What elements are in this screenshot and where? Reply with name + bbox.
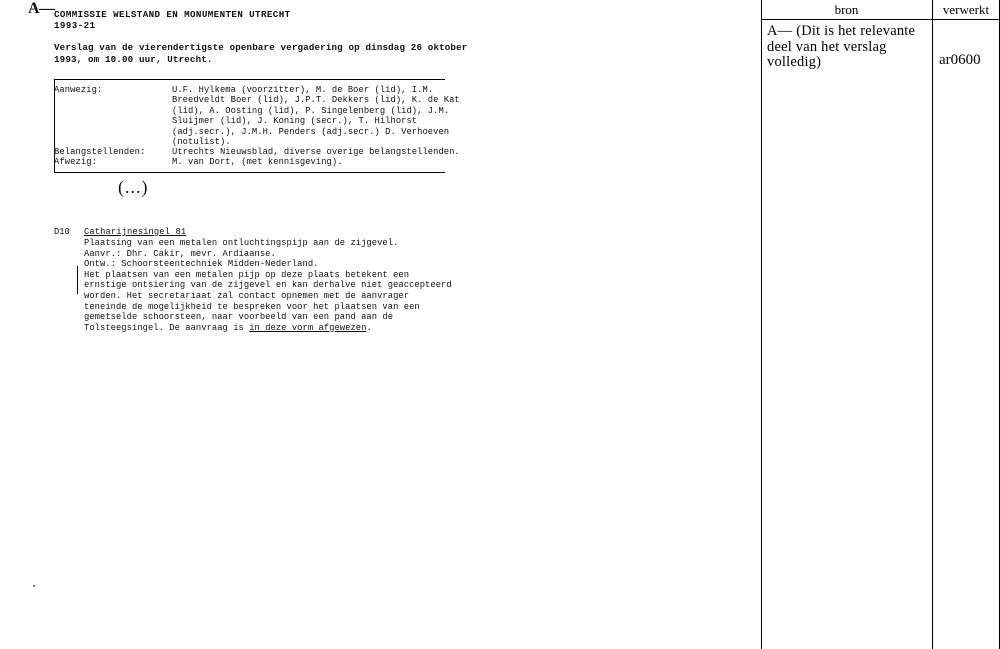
agenda-item-code: D10 [54, 227, 70, 237]
annotation-table [761, 0, 1000, 649]
agenda-item-body [84, 238, 454, 333]
attendance-label-belangstellenden: Belangstellenden: [54, 147, 146, 157]
agenda-item-body-line-3: Ontw.: Schoorsteentechniek Midden-Nederland. [84, 259, 319, 270]
document-subtitle-line-2: 1993, om 10.00 uur, Utrecht. [54, 53, 213, 65]
decision-emphasis: in deze vorm afgewezen [249, 322, 367, 333]
column-header-verwerkt: verwerkt [942, 2, 990, 17]
attendance-label-afwezig: Afwezig: [54, 157, 98, 167]
annotation-table-header [761, 0, 1000, 20]
attendance-rule-bottom [54, 172, 445, 173]
document-title-line-1: COMMISSIE WELSTAND EN MONUMENTEN UTRECHT [54, 9, 291, 20]
document-subtitle-line-1: Verslag van de vierendertigste openbare vergadering op dinsdag 26 oktober [54, 42, 468, 53]
annotation-code-verwerkt: ar0600 [939, 52, 981, 68]
document-title [54, 9, 291, 31]
decision-text: Het plaatsen van een metalen pijp op deze plaats betekent een ernstige ontsiering van de zijgevel en kan derhalve niet geaccepteerd worden. Het secretariaat zal contact opnemen met de aanvrager teneinde de mogelijkheid te bespreken voor het plaatsen van een gemetselde schoorsteen, naar voorbeeld van een pand aan de Tolsteegsingel. De aanvraag is [84, 269, 452, 333]
agenda-item-body-line-2: Aanvr.: Dhr. Cakir, mevr. Ardiaanse. [84, 248, 276, 259]
margin-change-bar [77, 266, 78, 294]
attendance-value-afwezig: M. van Dort, (met kennisgeving). [172, 157, 343, 167]
attendance-label-aanwezig: Aanwezig: [54, 85, 103, 95]
omission-marker: (...) [118, 177, 149, 197]
attendance-rule-top [54, 79, 445, 80]
attendance-value-aanwezig: U.F. Hylkema (voorzitter), M. de Boer (lid), I.M. Breedveldt Boer (lid), J.P.T. Dekkers (lid), K. de Kat (lid), A. Oosting (lid), P. Singelenberg (lid), J.M. Sluijmer (lid), J. Koning (secr.), T. Hilhorst (adj.secr.), J.M.H. Penders (adj.secr.) D. Verhoeven (notulist). [172, 85, 460, 148]
annotation-note-bron: A— (Dit is het relevante deel van het verslag volledig) [767, 23, 916, 70]
agenda-item-decision-paragraph [84, 270, 454, 334]
agenda-item-heading: Catharijnesingel 81 [84, 227, 187, 237]
agenda-item-body-line-1: Plaatsing van een metalen ontluchtingspijp aan de zijgevel. [84, 238, 399, 248]
column-header-bron: bron [834, 2, 859, 17]
margin-mark-a: A— [28, 0, 55, 17]
scan-speck [33, 585, 35, 587]
document-title-line-2: 1993-21 [54, 20, 96, 31]
annotation-header-rule [761, 19, 1000, 20]
attendance-value-belangstellenden: Utrechts Nieuwsblad, diverse overige belangstellenden. [172, 147, 460, 157]
document-subtitle [54, 42, 467, 65]
decision-text-end: . [366, 322, 372, 333]
